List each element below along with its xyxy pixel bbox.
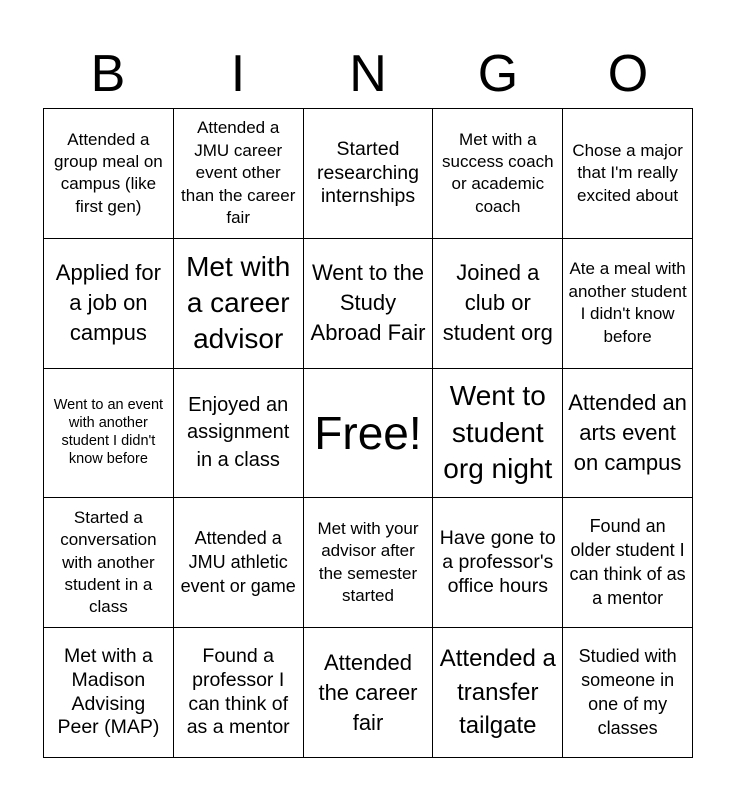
- header-letter-o: O: [607, 45, 649, 103]
- cell-text: Have gone to a professor's office hours: [439, 527, 556, 597]
- cell-text: Met with your advisor after the semester started: [317, 518, 419, 606]
- bingo-cell[interactable]: [563, 109, 693, 239]
- bingo-cell[interactable]: [304, 628, 434, 758]
- cell-text: Started researching internships: [317, 137, 419, 208]
- bingo-cell[interactable]: [174, 628, 304, 758]
- cell-text: Met with a Madison Advising Peer (MAP): [57, 645, 160, 739]
- bingo-cell[interactable]: [304, 109, 434, 239]
- cell-text: Applied for a job on campus: [55, 260, 161, 346]
- header-letter-b: B: [90, 45, 126, 103]
- free-space-cell[interactable]: [304, 369, 434, 499]
- bingo-cell[interactable]: [174, 498, 304, 628]
- cell-text: Met with a career advisor: [186, 250, 291, 355]
- bingo-cell[interactable]: [563, 628, 693, 758]
- header-letter-n: N: [349, 45, 387, 103]
- cell-text: Found a professor I can think of as a mentor: [186, 645, 290, 739]
- bingo-cell[interactable]: [433, 369, 563, 499]
- bingo-cell[interactable]: [44, 239, 174, 369]
- cell-text: Enjoyed an assignment in a class: [187, 394, 290, 471]
- cell-text: Went to the Study Abroad Fair: [310, 260, 426, 346]
- bingo-cell[interactable]: [44, 628, 174, 758]
- cell-text: Attended an arts event on campus: [568, 390, 687, 475]
- header-letter-i: I: [230, 45, 246, 103]
- free-space-text: Free!: [314, 406, 422, 459]
- bingo-cell[interactable]: [563, 239, 693, 369]
- header-letter-g: G: [477, 45, 519, 103]
- cell-text: Attended a transfer tailgate: [439, 645, 556, 740]
- cell-text: Attended the career fair: [318, 649, 418, 735]
- bingo-cell[interactable]: [44, 109, 174, 239]
- cell-text: Found an older student I can think of as a mentor: [569, 515, 686, 608]
- cell-text: Met with a success coach or academic coach: [442, 129, 554, 216]
- cell-text: Chose a major that I'm really excited about: [572, 140, 683, 205]
- bingo-cell[interactable]: [174, 239, 304, 369]
- cell-text: Ate a meal with another student I didn't know before: [568, 259, 687, 346]
- bingo-cell[interactable]: [433, 109, 563, 239]
- cell-text: Went to student org night: [443, 380, 553, 485]
- bingo-cell[interactable]: [44, 369, 174, 499]
- cell-text: Attended a group meal on campus (like first gen): [54, 129, 163, 216]
- bingo-cell[interactable]: [304, 239, 434, 369]
- bingo-cell[interactable]: [304, 498, 434, 628]
- cell-text: Attended a JMU athletic event or game: [180, 527, 296, 596]
- bingo-cell[interactable]: [433, 498, 563, 628]
- bingo-cell[interactable]: [433, 628, 563, 758]
- cell-text: Joined a club or student org: [442, 260, 553, 346]
- cell-text: Studied with someone in one of my classes: [578, 645, 677, 738]
- bingo-cell[interactable]: [174, 109, 304, 239]
- bingo-board: [43, 108, 693, 758]
- bingo-cell[interactable]: [563, 498, 693, 628]
- bingo-cell[interactable]: [174, 369, 304, 499]
- bingo-cell[interactable]: [563, 369, 693, 499]
- cell-text: Went to an event with another student I didn't know before: [53, 397, 164, 467]
- cell-text: Attended a JMU career event other than the career fair: [181, 118, 296, 228]
- bingo-cell[interactable]: [433, 239, 563, 369]
- bingo-cell[interactable]: [44, 498, 174, 628]
- bingo-header: [43, 40, 693, 108]
- cell-text: Started a conversation with another student in a class: [60, 507, 157, 617]
